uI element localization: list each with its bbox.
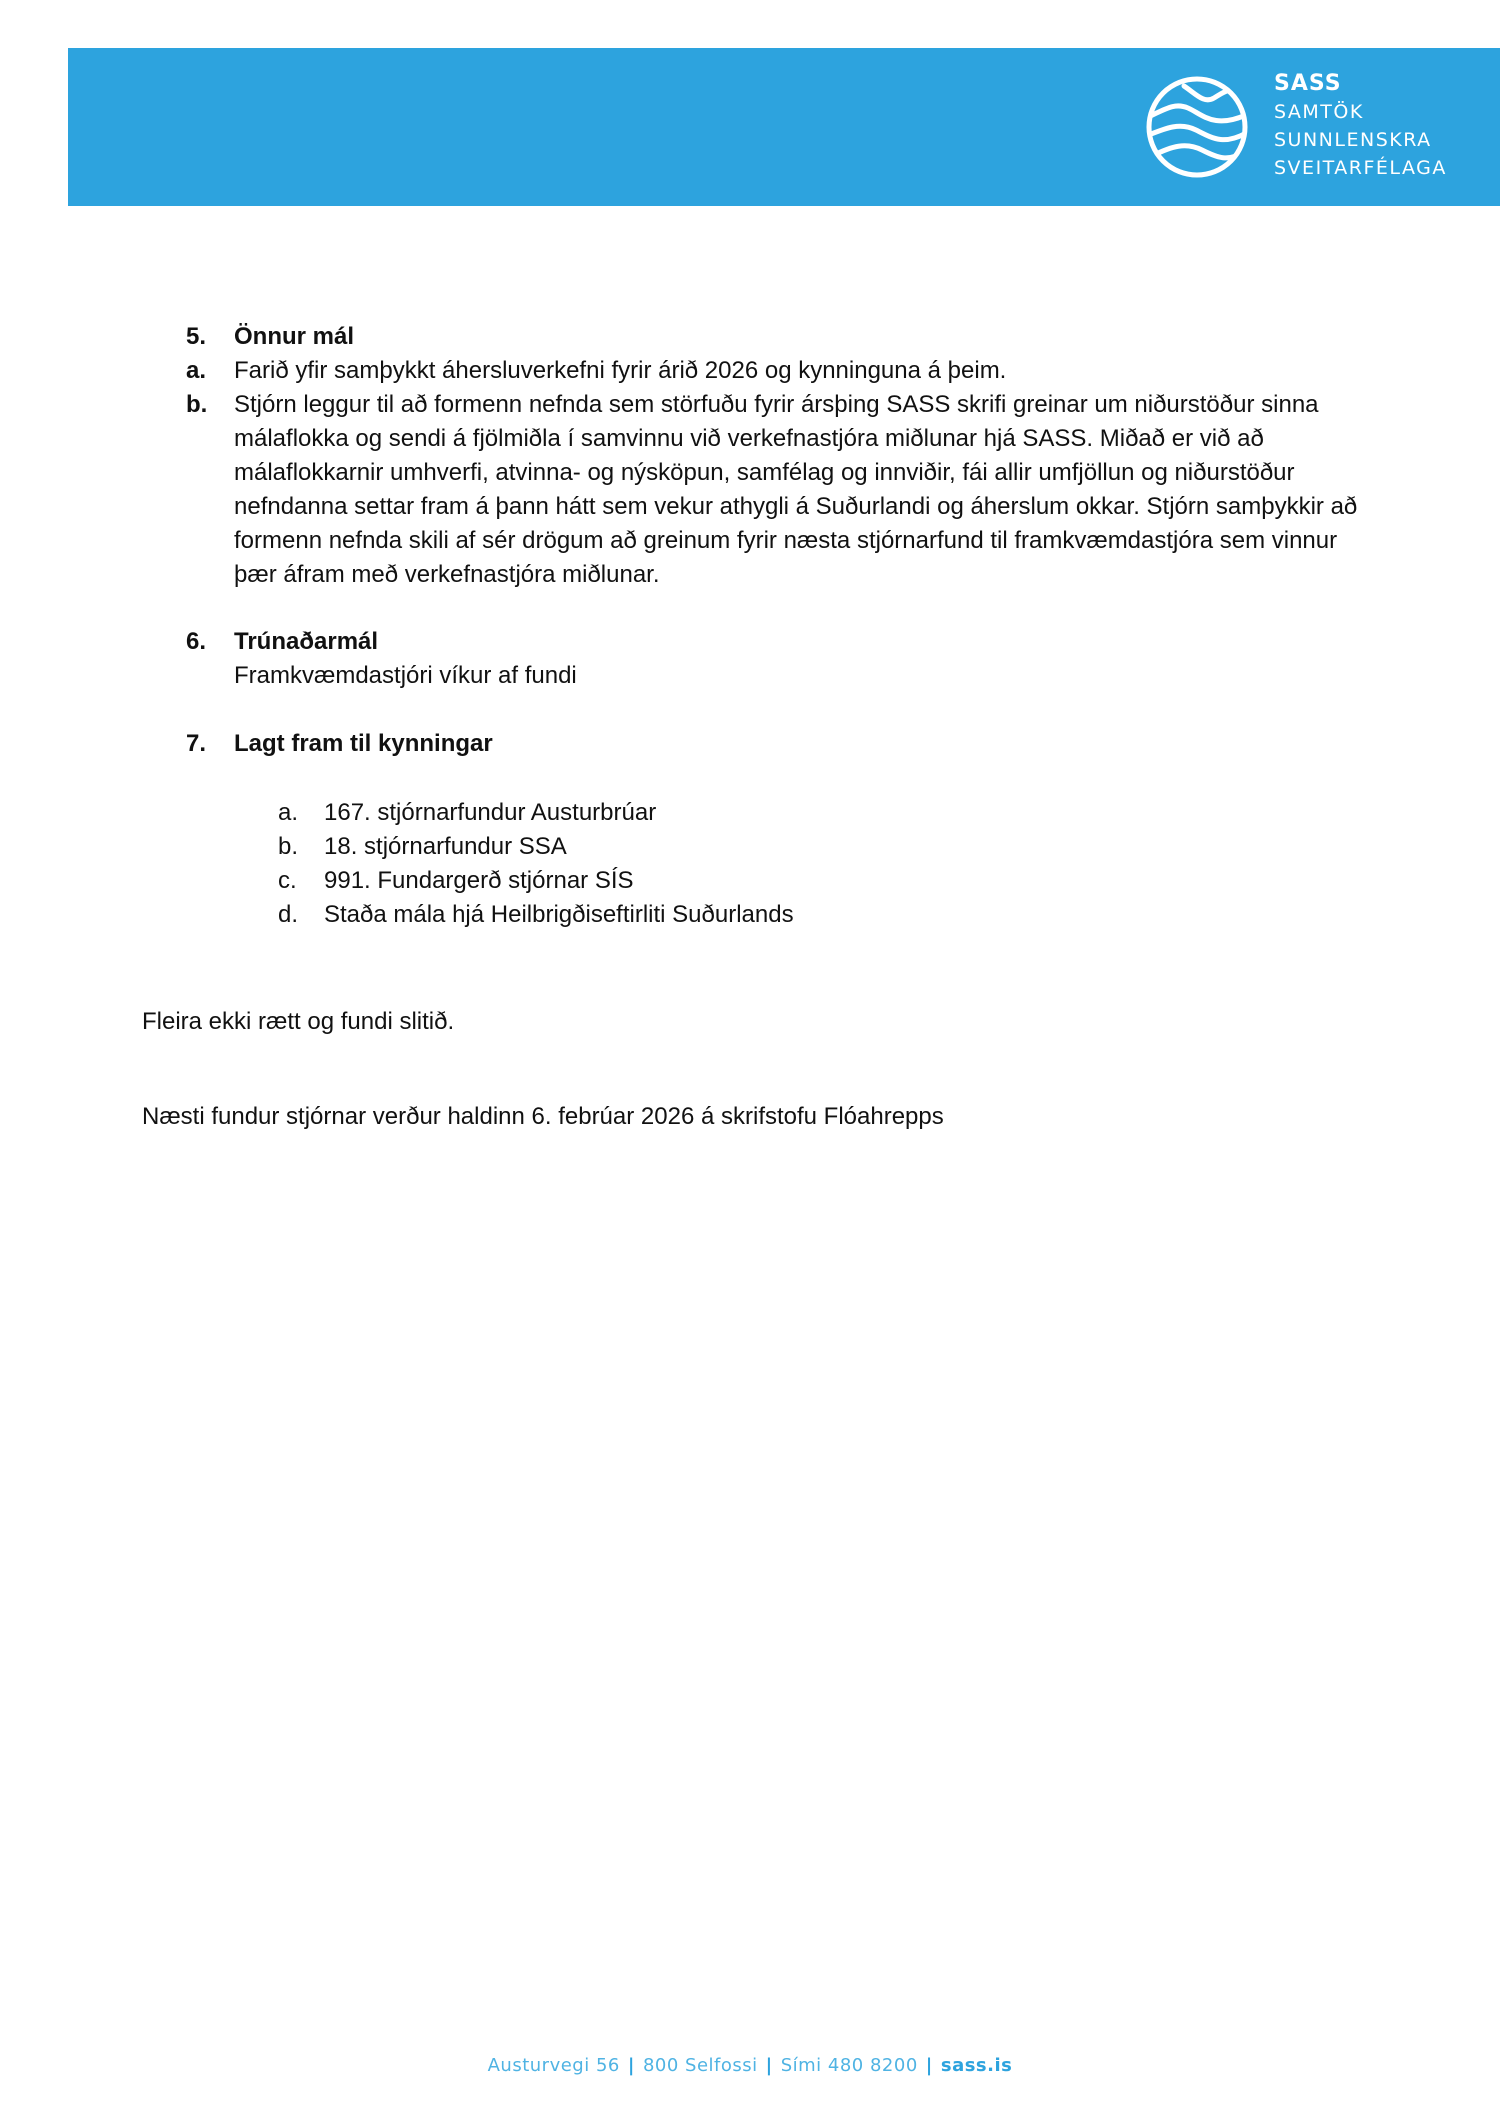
footer-separator: |: [627, 2055, 635, 2076]
closing-text: Fleira ekki rætt og fundi slitið.: [142, 1008, 455, 1035]
section-7-heading: [186, 727, 1366, 761]
item-text: Stjórn leggur til að formenn nefnda sem störfuðu fyrir ársþing SASS skrifi greinar um niðurstöður sinna málaflokka og sendi á fjölmiðla í samvinnu við verkefnastjóra miðlunar hjá SASS. Miðað er við að málaflokkarnir umhverfi, atvinna- og nýsköpun, samfélag og innviðir, fái allir umfjöllun og niðurstöður nefndanna settar fram á þann hátt sem vekur athygli á Suðurlandi og áherslum okkar. Stjórn samþykkir að formenn nefnda skili af sér drögum að greinum fyrir næsta stjórnarfund til framkvæmdastjóra sem vinnur þær áfram með verkefnastjóra miðlunar.: [234, 391, 1358, 588]
list-item: [278, 796, 1178, 830]
item-letter: a.: [186, 357, 207, 384]
next-meeting-text: Næsti fundur stjórnar verður haldinn 6. febrúar 2026 á skrifstofu Flóahrepps: [142, 1103, 944, 1130]
section-title: Önnur mál: [234, 323, 355, 350]
section-number: 6.: [186, 628, 207, 655]
section-7: [186, 727, 1366, 761]
list-item: [278, 830, 1178, 864]
list-item: [278, 864, 1178, 898]
logo-line-1: SAMTÖK: [1274, 101, 1364, 123]
item-text: Staða mála hjá Heilbrigðiseftirliti Suðurlands: [324, 901, 794, 928]
section-title: Lagt fram til kynningar: [234, 730, 493, 757]
item-text: 18. stjórnarfundur SSA: [324, 833, 567, 860]
footer: [0, 2055, 1500, 2076]
item-text: 991. Fundargerð stjórnar SÍS: [324, 867, 634, 894]
footer-address: Austurvegi 56: [487, 2055, 620, 2076]
section-number: 5.: [186, 323, 207, 350]
item-letter: c.: [278, 867, 297, 894]
list-item: [278, 898, 1178, 932]
footer-postcode: 800 Selfossi: [642, 2055, 758, 2076]
section-title: Trúnaðarmál: [234, 628, 379, 655]
logo-brand: SASS: [1274, 71, 1342, 96]
footer-phone: Sími 480 8200: [780, 2055, 918, 2076]
sass-logo-icon: [1144, 74, 1250, 180]
logo-text: [1274, 70, 1447, 182]
section-body-text: Framkvæmdastjóri víkur af fundi: [234, 662, 577, 689]
section-6: [186, 625, 1366, 693]
logo-line-2: SUNNLENSKRA: [1274, 129, 1432, 151]
footer-separator: |: [925, 2055, 933, 2076]
item-letter: a.: [278, 799, 299, 826]
item-text: Farið yfir samþykkt áhersluverkefni fyrir árið 2026 og kynninguna á þeim.: [234, 357, 1007, 384]
footer-website-link[interactable]: sass.is: [940, 2055, 1013, 2076]
section-7-list: [278, 796, 1178, 932]
section-6-heading: [186, 625, 1366, 659]
list-item: [186, 388, 1366, 592]
section-6-body: [186, 659, 1366, 693]
logo-line-3: SVEITARFÉLAGA: [1274, 157, 1447, 179]
item-letter: b.: [278, 833, 299, 860]
item-letter: b.: [186, 391, 208, 418]
item-letter: d.: [278, 901, 299, 928]
section-5-heading: [186, 320, 1366, 354]
section-number: 7.: [186, 730, 207, 757]
section-5: [186, 320, 1366, 592]
footer-separator: |: [765, 2055, 773, 2076]
item-text: 167. stjórnarfundur Austurbrúar: [324, 799, 657, 826]
list-item: [186, 354, 1366, 388]
